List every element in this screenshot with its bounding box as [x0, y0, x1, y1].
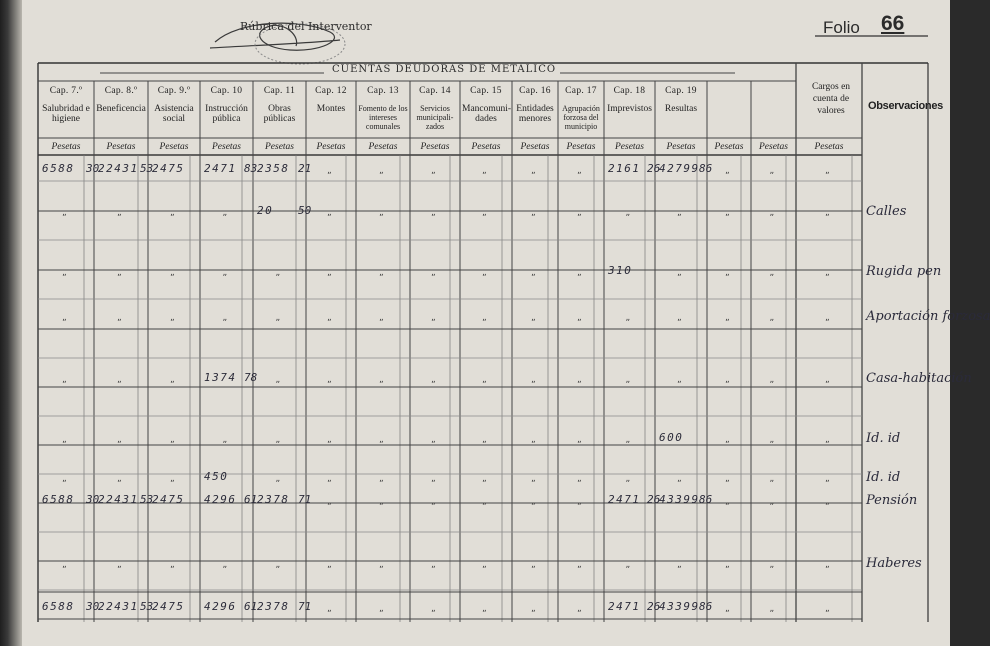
ditto-mark: „ — [577, 166, 582, 176]
column-unit-label: Pesetas — [566, 142, 596, 152]
amount-pesetas: 22431 — [98, 493, 139, 506]
column-unit-label: Pesetas — [520, 142, 550, 152]
ditto-mark: „ — [222, 208, 228, 218]
ditto-mark: „ — [825, 604, 830, 614]
ditto-mark: „ — [577, 375, 582, 385]
amount-pesetas: 2475 — [152, 493, 185, 506]
ditto-mark: „ — [170, 208, 175, 218]
ditto-mark: „ — [482, 474, 487, 484]
column-cap-label: Cap. 13 — [367, 86, 399, 96]
ditto-mark: „ — [825, 474, 830, 484]
ditto-mark: „ — [62, 268, 67, 278]
ditto-mark: „ — [677, 313, 682, 323]
ditto-mark: „ — [275, 560, 281, 570]
column-cap-label: Cap. 7.º — [49, 86, 83, 96]
amount-pesetas: 6588 — [42, 162, 75, 175]
ditto-mark: „ — [625, 435, 631, 445]
ditto-mark: „ — [725, 375, 730, 385]
ditto-mark: „ — [327, 497, 332, 507]
ditto-mark: „ — [577, 268, 582, 278]
column-cap-label: Cap. 11 — [263, 86, 296, 96]
ditto-mark: „ — [625, 474, 631, 484]
amount-cents: 26 — [647, 493, 661, 506]
amount-pesetas: 2471 — [608, 600, 641, 613]
ditto-mark: „ — [725, 208, 730, 218]
column-title: Imprevistos — [607, 104, 652, 114]
ditto-mark: „ — [275, 268, 281, 278]
ditto-mark: „ — [62, 560, 67, 570]
ditto-mark: „ — [769, 166, 775, 176]
amount-pesetas: 42799 — [659, 162, 700, 175]
observation-note: Aportación forzosa — [866, 309, 990, 324]
column-cap-label: Cap. 19 — [665, 86, 697, 96]
observation-note: Casa-habitación — [866, 371, 972, 386]
ditto-mark: „ — [531, 474, 536, 484]
amount-cents: 53 — [140, 493, 154, 506]
amount-pesetas: 2378 — [257, 493, 290, 506]
ditto-mark: „ — [531, 208, 536, 218]
ditto-mark: „ — [825, 560, 830, 570]
cargos-unit-label: Pesetas — [814, 142, 844, 152]
ditto-mark: „ — [379, 560, 384, 570]
column-title: Servicios municipali- zados — [416, 104, 454, 131]
ditto-mark: „ — [482, 166, 487, 176]
ditto-mark: „ — [431, 435, 436, 445]
ditto-mark: „ — [275, 474, 281, 484]
ditto-mark: „ — [170, 313, 175, 323]
ditto-mark: „ — [117, 560, 122, 570]
amount-pesetas: 22431 — [98, 162, 139, 175]
ditto-mark: „ — [327, 604, 332, 614]
column-cap-label: Cap. 8.º — [104, 86, 138, 96]
ditto-mark: „ — [117, 313, 122, 323]
amount-pesetas: 2161 — [608, 162, 641, 175]
ditto-mark: „ — [431, 560, 436, 570]
ditto-mark: „ — [379, 375, 384, 385]
cargos-header: Cargos en cuenta de valores — [811, 82, 851, 116]
ditto-mark: „ — [327, 166, 332, 176]
ditto-mark: „ — [825, 268, 830, 278]
signature-label: Rúbrica del Interventor — [240, 20, 372, 33]
ditto-mark: „ — [482, 497, 487, 507]
column-title: Salubridad e higiene — [42, 104, 90, 124]
ditto-mark: „ — [577, 560, 582, 570]
amount-pesetas: 2475 — [152, 162, 185, 175]
amount-pesetas: 6588 — [42, 600, 75, 613]
ditto-mark: „ — [531, 497, 536, 507]
amount-pesetas: 2475 — [152, 600, 185, 613]
amount-pesetas: 4296 — [204, 493, 237, 506]
ditto-mark: „ — [769, 208, 775, 218]
ditto-mark: „ — [577, 313, 582, 323]
ditto-mark: „ — [327, 435, 332, 445]
ditto-mark: „ — [222, 435, 228, 445]
ditto-mark: „ — [725, 435, 730, 445]
ditto-mark: „ — [677, 268, 682, 278]
ditto-mark: „ — [825, 375, 830, 385]
amount-cents: 71 — [298, 600, 312, 613]
amount-cents: 30 — [86, 600, 100, 613]
amount-cents: 61 — [244, 493, 258, 506]
ditto-mark: „ — [725, 497, 730, 507]
ditto-mark: „ — [170, 375, 175, 385]
ditto-mark: „ — [62, 208, 67, 218]
ditto-mark: „ — [677, 208, 682, 218]
column-title: Agrupación forzosa del municipio — [562, 104, 600, 131]
amount-cents: 30 — [86, 493, 100, 506]
column-unit-label: Pesetas — [614, 142, 645, 152]
ditto-mark: „ — [769, 560, 775, 570]
ditto-mark: „ — [482, 313, 487, 323]
ditto-mark: „ — [170, 560, 175, 570]
column-cap-label: Cap. 15 — [470, 86, 502, 96]
ditto-mark: „ — [482, 604, 487, 614]
ditto-mark: „ — [625, 560, 631, 570]
amount-cents: 86 — [699, 600, 713, 613]
column-unit-label: Pesetas — [106, 142, 136, 152]
ditto-mark: „ — [769, 604, 775, 614]
amount-cents: 83 — [244, 162, 258, 175]
ditto-mark: „ — [725, 474, 730, 484]
ditto-mark: „ — [62, 313, 67, 323]
column-title: Asistencia social — [154, 104, 194, 124]
column-unit-label: Pesetas — [316, 142, 346, 152]
folio-number: 66 — [881, 12, 905, 35]
ditto-mark: „ — [482, 435, 487, 445]
column-cap-label: Cap. 12 — [315, 86, 347, 96]
ditto-mark: „ — [379, 268, 384, 278]
ditto-mark: „ — [379, 208, 384, 218]
ditto-mark: „ — [117, 474, 122, 484]
column-cap-label: Cap. 17 — [565, 86, 597, 96]
column-unit-label: Pesetas — [51, 142, 81, 152]
ditto-mark: „ — [62, 435, 67, 445]
ditto-mark: „ — [769, 474, 775, 484]
column-title: Resultas — [664, 104, 698, 114]
amount-pesetas: 2471 — [608, 493, 641, 506]
ditto-mark: „ — [769, 268, 775, 278]
amount-pesetas: 20 — [257, 204, 274, 217]
ditto-mark: „ — [825, 166, 830, 176]
ditto-mark: „ — [531, 560, 536, 570]
amount-cents: 53 — [140, 162, 154, 175]
ditto-mark: „ — [275, 435, 281, 445]
amount-cents: 61 — [244, 600, 258, 613]
ditto-mark: „ — [222, 313, 228, 323]
ditto-mark: „ — [769, 313, 775, 323]
column-title: Fomento de los intereses comunales — [358, 104, 408, 131]
ditto-mark: „ — [769, 435, 775, 445]
amount-pesetas: 1374 — [204, 371, 237, 384]
ditto-mark: „ — [531, 435, 536, 445]
ditto-mark: „ — [62, 375, 67, 385]
column-unit-label: Pesetas — [264, 142, 295, 152]
observation-note: Pensión — [866, 493, 918, 508]
amount-pesetas: 2471 — [204, 162, 237, 175]
ditto-mark: „ — [117, 208, 122, 218]
column-title: Montes — [316, 104, 346, 114]
ditto-mark: „ — [379, 474, 384, 484]
ditto-mark: „ — [677, 375, 682, 385]
ditto-mark: „ — [379, 435, 384, 445]
ditto-mark: „ — [769, 497, 775, 507]
ditto-mark: „ — [431, 313, 436, 323]
ditto-mark: „ — [431, 375, 436, 385]
ditto-mark: „ — [170, 435, 175, 445]
ditto-mark: „ — [222, 560, 228, 570]
ditto-mark: „ — [327, 313, 332, 323]
amount-cents: 53 — [140, 600, 154, 613]
ditto-mark: „ — [825, 435, 830, 445]
ditto-mark: „ — [677, 560, 682, 570]
column-cap-label: Cap. 14 — [419, 86, 451, 96]
ditto-mark: „ — [379, 166, 384, 176]
ditto-mark: „ — [170, 268, 175, 278]
amount-pesetas: 43399 — [659, 600, 700, 613]
ditto-mark: „ — [327, 268, 332, 278]
ditto-mark: „ — [577, 474, 582, 484]
amount-pesetas: 310 — [608, 264, 633, 277]
ditto-mark: „ — [725, 166, 730, 176]
ditto-mark: „ — [275, 313, 281, 323]
ditto-mark: „ — [431, 604, 436, 614]
column-title: Entidades menores — [516, 104, 554, 124]
ditto-mark: „ — [577, 208, 582, 218]
ditto-mark: „ — [625, 375, 631, 385]
amount-pesetas: 2358 — [257, 162, 290, 175]
observaciones-header: Observaciones — [868, 100, 943, 112]
ditto-mark: „ — [825, 497, 830, 507]
amount-pesetas: 6588 — [42, 493, 75, 506]
column-unit-label: Pesetas — [471, 142, 501, 152]
ditto-mark: „ — [625, 313, 631, 323]
ditto-mark: „ — [379, 313, 384, 323]
ditto-mark: „ — [531, 375, 536, 385]
column-title: Mancomuni- dades — [462, 104, 512, 124]
amount-cents: 71 — [298, 493, 312, 506]
ditto-mark: „ — [531, 313, 536, 323]
ditto-mark: „ — [577, 497, 582, 507]
ditto-mark: „ — [327, 375, 332, 385]
amount-pesetas: 450 — [204, 470, 229, 483]
ditto-mark: „ — [625, 208, 631, 218]
ditto-mark: „ — [769, 375, 775, 385]
amount-pesetas: 22431 — [98, 600, 139, 613]
column-title: Obras públicas — [263, 104, 296, 124]
ditto-mark: „ — [379, 604, 384, 614]
ditto-mark: „ — [327, 208, 332, 218]
amount-cents: 78 — [244, 371, 258, 384]
ditto-mark: „ — [482, 208, 487, 218]
column-unit-label: Pesetas — [758, 142, 789, 152]
ditto-mark: „ — [577, 604, 582, 614]
ditto-mark: „ — [725, 313, 730, 323]
ditto-mark: „ — [431, 474, 436, 484]
ditto-mark: „ — [222, 268, 228, 278]
column-unit-label: Pesetas — [420, 142, 450, 152]
ditto-mark: „ — [170, 474, 175, 484]
observation-note: Haberes — [866, 556, 922, 571]
ditto-mark: „ — [531, 604, 536, 614]
amount-cents: 26 — [647, 600, 661, 613]
ditto-mark: „ — [825, 208, 830, 218]
amount-pesetas: 4296 — [204, 600, 237, 613]
column-cap-label: Cap. 18 — [613, 86, 646, 96]
ditto-mark: „ — [725, 560, 730, 570]
ditto-mark: „ — [275, 375, 281, 385]
ditto-mark: „ — [482, 375, 487, 385]
ditto-mark: „ — [327, 560, 332, 570]
observation-note: Calles — [866, 204, 907, 219]
ditto-mark: „ — [431, 166, 436, 176]
ditto-mark: „ — [431, 208, 436, 218]
amount-cents: 86 — [699, 162, 713, 175]
column-cap-label: Cap. 10 — [210, 86, 243, 96]
column-title: Beneficencia — [96, 104, 146, 114]
amount-cents: 21 — [298, 162, 312, 175]
column-title: Instrucción pública — [205, 104, 248, 124]
column-unit-label: Pesetas — [368, 142, 398, 152]
amount-cents: 26 — [647, 162, 661, 175]
folio-label: Folio — [823, 18, 860, 37]
ditto-mark: „ — [482, 560, 487, 570]
ditto-mark: „ — [117, 435, 122, 445]
ditto-mark: „ — [677, 474, 682, 484]
column-unit-label: Pesetas — [666, 142, 696, 152]
column-unit-label: Pesetas — [211, 142, 242, 152]
ditto-mark: „ — [531, 166, 536, 176]
ditto-mark: „ — [62, 474, 67, 484]
section-title: CUENTAS DEUDORAS DE METALICO — [328, 64, 560, 75]
ditto-mark: „ — [117, 268, 122, 278]
ditto-mark: „ — [327, 474, 332, 484]
column-unit-label: Pesetas — [714, 142, 744, 152]
ditto-mark: „ — [431, 268, 436, 278]
column-cap-label: Cap. 9.º — [157, 86, 191, 96]
ditto-mark: „ — [531, 268, 536, 278]
column-cap-label: Cap. 16 — [519, 86, 551, 96]
column-unit-label: Pesetas — [159, 142, 189, 152]
observation-note: Id. id — [866, 431, 901, 446]
ditto-mark: „ — [725, 268, 730, 278]
ditto-mark: „ — [117, 375, 122, 385]
amount-pesetas: 2378 — [257, 600, 290, 613]
amount-pesetas: 43399 — [659, 493, 700, 506]
ditto-mark: „ — [825, 313, 830, 323]
ditto-mark: „ — [379, 497, 384, 507]
observation-note: Rugida pen — [866, 264, 942, 279]
amount-cents: 30 — [86, 162, 100, 175]
amount-cents: 50 — [298, 204, 312, 217]
ditto-mark: „ — [482, 268, 487, 278]
ditto-mark: „ — [725, 604, 730, 614]
amount-cents: 86 — [699, 493, 713, 506]
observation-note: Id. id — [866, 470, 901, 485]
ditto-mark: „ — [431, 497, 436, 507]
amount-pesetas: 600 — [659, 431, 684, 444]
ditto-mark: „ — [577, 435, 582, 445]
